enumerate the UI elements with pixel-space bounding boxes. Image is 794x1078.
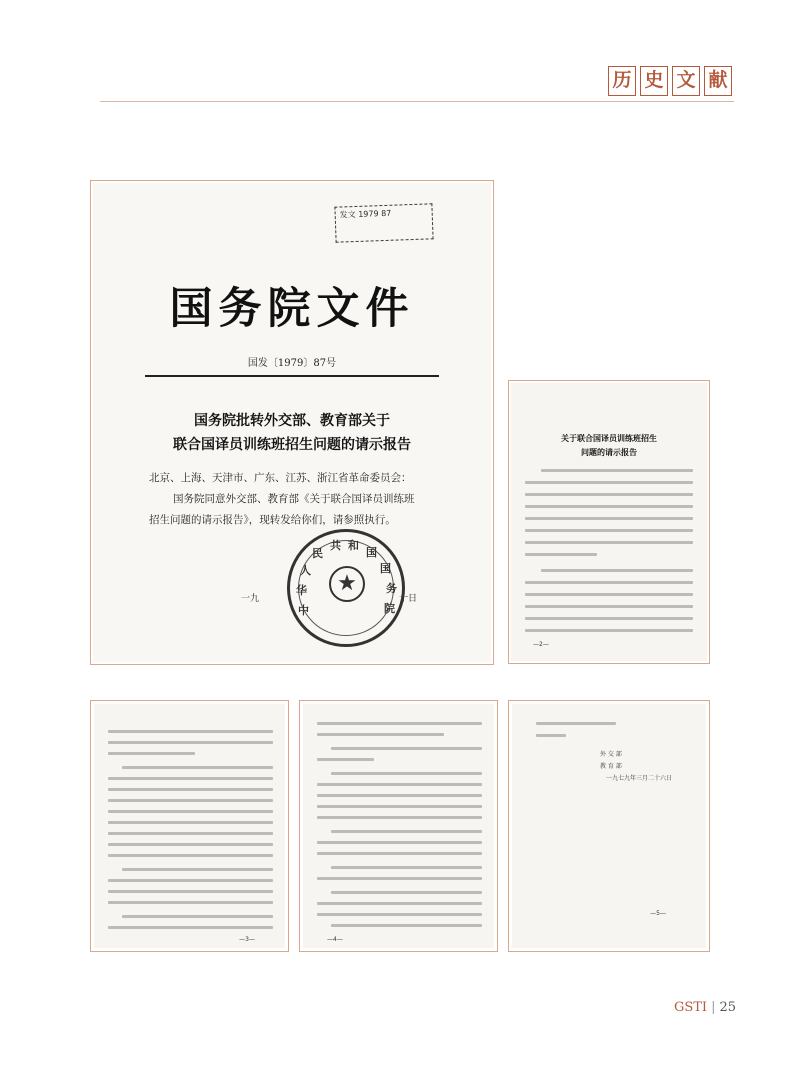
text-line <box>108 832 273 835</box>
section-title <box>608 66 732 96</box>
title-line: 国务院批转外交部、教育部关于 <box>194 413 390 429</box>
text-line <box>525 505 693 508</box>
text-line <box>108 799 273 802</box>
text-line <box>122 766 273 769</box>
body-line: 北京、上海、天津市、广东、江苏、浙江省革命委员会： <box>149 472 412 484</box>
text-line <box>108 901 273 904</box>
title-line: 关于联合国译员训练班招生 <box>561 433 657 443</box>
document-page-1 <box>90 180 494 665</box>
text-line <box>108 741 273 744</box>
text-line <box>541 569 693 572</box>
text-line <box>317 722 482 725</box>
text-line <box>317 783 482 786</box>
text-line <box>108 752 195 755</box>
section-title-char: 献 <box>704 66 732 96</box>
text-line <box>525 529 693 532</box>
document-title <box>93 409 491 457</box>
body-line: 国务院同意外交部、教育部《关于联合国译员训练班 <box>173 493 415 505</box>
text-line <box>108 810 273 813</box>
text-line <box>331 866 482 869</box>
national-emblem-icon: ★ <box>329 566 365 602</box>
document-number: 国发〔1979〕87号 <box>247 358 337 369</box>
text-line <box>525 481 693 484</box>
text-line <box>536 734 566 737</box>
seal-char: 共 <box>330 539 341 552</box>
scan-paper <box>94 704 285 948</box>
text-line <box>108 777 273 780</box>
seal-char: 民 <box>312 547 323 560</box>
page-number: —5— <box>650 910 666 917</box>
page-number: —3— <box>239 936 255 943</box>
seal-char: 国 <box>380 562 391 575</box>
scan-paper <box>511 383 707 661</box>
text-line <box>525 541 693 544</box>
text-line <box>108 843 273 846</box>
document-page-4 <box>299 700 498 952</box>
scan-paper <box>93 183 491 662</box>
text-line <box>331 891 482 894</box>
date-end: 十日 <box>398 594 417 604</box>
seal-char: 院 <box>384 602 395 615</box>
journal-name: GSTI <box>673 1000 708 1015</box>
text-line <box>317 758 374 761</box>
text-line <box>331 747 482 750</box>
text-line <box>331 830 482 833</box>
section-title-char: 史 <box>640 66 668 96</box>
header-divider <box>100 101 734 102</box>
document-heading: 国务院文件 <box>169 284 415 334</box>
text-line <box>536 722 616 725</box>
document-body <box>149 468 471 531</box>
body-line: 招生问题的请示报告》，现转发给你们，请参照执行。 <box>149 514 396 526</box>
text-line <box>525 629 693 632</box>
title-line: 问题的请示报告 <box>581 447 637 457</box>
title-line: 联合国译员训练班招生问题的请示报告 <box>173 437 411 453</box>
text-line <box>317 913 482 916</box>
receipt-stamp: 发文 1979 87 <box>334 203 433 242</box>
date-start: 一九 <box>241 594 260 604</box>
text-line <box>317 805 482 808</box>
page-footer <box>674 1000 736 1015</box>
document-page-5 <box>508 700 710 952</box>
text-line <box>317 841 482 844</box>
page-number: —4— <box>327 936 343 943</box>
report-title <box>511 431 707 459</box>
seal-char: 华 <box>296 584 307 597</box>
text-line <box>525 553 597 556</box>
signatory: 外 交 部 <box>600 751 622 758</box>
page-number: 25 <box>719 1000 736 1015</box>
text-line <box>317 902 482 905</box>
text-line <box>525 581 693 584</box>
seal-char: 中 <box>298 604 309 617</box>
section-title-char: 历 <box>608 66 636 96</box>
signatory: 教 育 部 <box>600 763 622 770</box>
page-number: —2— <box>533 641 549 648</box>
sign-date: 一九七九年三月二十六日 <box>606 775 673 782</box>
text-line <box>525 517 693 520</box>
text-line <box>317 794 482 797</box>
section-title-char: 文 <box>672 66 700 96</box>
text-line <box>317 877 482 880</box>
text-line <box>122 915 273 918</box>
seal-char: 人 <box>300 564 311 577</box>
text-line <box>317 733 444 736</box>
text-line <box>108 879 273 882</box>
text-line <box>525 593 693 596</box>
text-line <box>108 788 273 791</box>
text-line <box>108 821 273 824</box>
scan-paper <box>303 704 494 948</box>
scan-paper <box>512 704 706 948</box>
footer-separator: | <box>711 1000 716 1015</box>
document-page-2 <box>508 380 710 664</box>
text-line <box>541 469 693 472</box>
document-page-3 <box>90 700 289 952</box>
text-line <box>331 772 482 775</box>
text-line <box>108 854 273 857</box>
text-line <box>317 852 482 855</box>
text-line <box>525 605 693 608</box>
text-line <box>122 868 273 871</box>
seal-char: 务 <box>386 582 397 595</box>
text-line <box>108 730 273 733</box>
text-line <box>525 617 693 620</box>
text-line <box>108 890 273 893</box>
text-line <box>331 924 482 927</box>
text-line <box>108 926 273 929</box>
seal-char: 国 <box>366 546 377 559</box>
seal-char: 和 <box>348 539 359 552</box>
official-seal <box>287 529 405 647</box>
text-line <box>317 816 482 819</box>
text-line <box>525 493 693 496</box>
heading-rule <box>145 375 439 377</box>
